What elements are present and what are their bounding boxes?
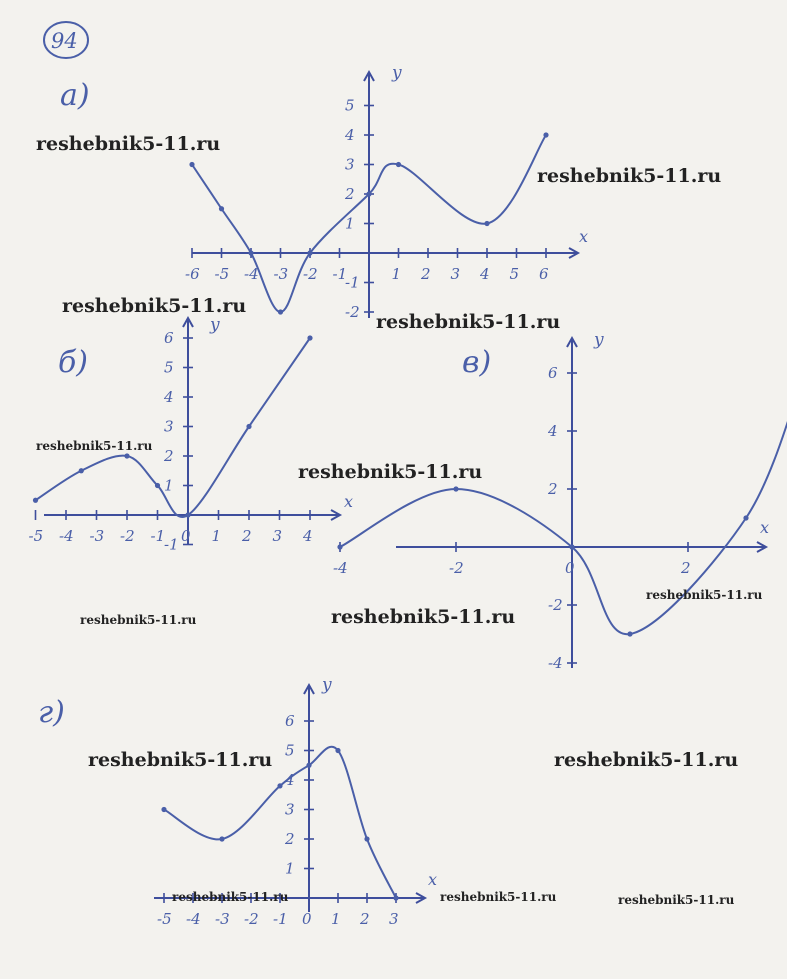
- x-tick-label: 5: [509, 265, 520, 283]
- x-tick-label: 0: [181, 527, 191, 545]
- x-tick-label: -1: [332, 265, 348, 283]
- chart-label: б): [58, 345, 89, 380]
- y-tick-label: 2: [345, 185, 355, 203]
- data-point: [484, 221, 489, 226]
- x-tick-label: -2: [449, 559, 464, 577]
- y-tick-label: 5: [164, 358, 174, 377]
- y-axis-label: y: [210, 315, 220, 335]
- y-tick-label: 1: [285, 859, 295, 878]
- chart-1: [60, 63, 588, 321]
- data-point: [277, 783, 282, 788]
- x-tick-label: -3: [89, 527, 105, 545]
- x-tick-label: 2: [421, 265, 431, 283]
- x-tick-label: -3: [215, 910, 230, 928]
- data-point: [278, 309, 283, 314]
- data-point: [366, 191, 371, 196]
- x-tick-label: 2: [242, 527, 252, 545]
- y-tick-label: -1: [164, 535, 179, 554]
- y-tick-label: -4: [548, 654, 563, 672]
- watermark: reshebnik5-11.ru: [554, 749, 739, 771]
- x-tick-label: 4: [480, 265, 490, 283]
- data-point: [33, 498, 38, 503]
- x-tick-label: -5: [157, 910, 172, 928]
- data-point: [155, 483, 160, 488]
- y-tick-label: 2: [548, 480, 558, 498]
- x-tick-label: -2: [120, 527, 135, 545]
- x-tick-label: -4: [59, 527, 74, 545]
- data-point: [627, 631, 632, 636]
- data-point: [307, 250, 312, 255]
- watermark: reshebnik5-11.ru: [537, 165, 722, 187]
- data-point: [246, 424, 251, 429]
- x-tick-label: 1: [391, 265, 402, 283]
- data-point: [307, 335, 312, 340]
- chart-label: в): [462, 345, 492, 380]
- data-point: [543, 132, 548, 137]
- data-point: [396, 162, 401, 167]
- x-tick-label: 2: [681, 559, 691, 577]
- x-tick-label: -4: [244, 265, 259, 283]
- data-point: [219, 206, 224, 211]
- y-tick-label: 4: [345, 126, 355, 144]
- y-tick-label: 3: [345, 155, 355, 174]
- watermark: reshebnik5-11.ru: [376, 311, 561, 333]
- y-axis-label: y: [392, 63, 402, 83]
- x-axis-label: x: [428, 870, 438, 889]
- x-tick-label: -2: [244, 910, 259, 928]
- x-axis-label: x: [344, 492, 354, 511]
- watermark: reshebnik5-11.ru: [88, 749, 273, 771]
- x-tick-label: -5: [28, 527, 44, 545]
- data-point: [393, 895, 398, 900]
- y-tick-label: 2: [285, 830, 295, 848]
- x-tick-label: -3: [273, 265, 289, 283]
- x-tick-label: -4: [186, 910, 201, 928]
- data-point: [364, 836, 369, 841]
- y-tick-label: 1: [164, 476, 174, 495]
- y-tick-label: 6: [548, 364, 558, 382]
- x-axis-label: x: [760, 518, 770, 537]
- data-point: [248, 250, 253, 255]
- y-tick-label: 4: [548, 422, 558, 440]
- watermark: reshebnik5-11.ru: [62, 295, 247, 317]
- x-tick-label: 1: [211, 527, 222, 545]
- watermark: reshebnik5-11.ru: [618, 893, 735, 907]
- y-tick-label: 5: [285, 741, 295, 760]
- x-tick-label: -6: [185, 265, 200, 283]
- watermark: reshebnik5-11.ru: [172, 890, 289, 904]
- chart-label: г): [38, 695, 65, 730]
- x-tick-label: 3: [450, 265, 461, 283]
- y-tick-label: -1: [345, 273, 360, 292]
- data-point: [79, 468, 84, 473]
- x-tick-label: 6: [539, 265, 549, 283]
- x-tick-label: 0: [302, 910, 312, 928]
- watermark: reshebnik5-11.ru: [80, 613, 197, 627]
- data-point: [335, 748, 340, 753]
- x-tick-label: 4: [303, 527, 313, 545]
- y-tick-label: 6: [164, 329, 174, 347]
- data-point: [185, 512, 190, 517]
- data-point: [337, 544, 342, 549]
- y-tick-label: 1: [345, 214, 355, 233]
- data-point: [569, 544, 574, 549]
- chart-label: а): [60, 78, 90, 113]
- data-point: [219, 836, 224, 841]
- x-tick-label: -2: [303, 265, 318, 283]
- data-point: [306, 763, 311, 768]
- y-tick-label: 2: [164, 447, 174, 465]
- y-axis-label: y: [594, 330, 604, 350]
- y-tick-label: -2: [548, 596, 563, 614]
- chart-2: [29, 315, 354, 554]
- y-tick-label: -2: [345, 303, 360, 321]
- y-tick-label: 3: [285, 800, 295, 819]
- x-tick-label: -5: [214, 265, 230, 283]
- data-point: [161, 807, 166, 812]
- x-tick-label: -4: [333, 559, 348, 577]
- x-axis-label: x: [579, 227, 589, 246]
- watermark: reshebnik5-11.ru: [298, 461, 483, 483]
- problem-number-text: 94: [51, 29, 78, 53]
- watermark: reshebnik5-11.ru: [440, 890, 557, 904]
- x-tick-label: 1: [331, 910, 341, 928]
- data-point: [189, 162, 194, 167]
- watermark: reshebnik5-11.ru: [646, 588, 763, 602]
- y-tick-label: 3: [164, 417, 174, 436]
- x-tick-label: 2: [360, 910, 370, 928]
- x-tick-label: -1: [150, 527, 166, 545]
- x-tick-label: -1: [273, 910, 288, 928]
- x-tick-label: 3: [272, 527, 283, 545]
- x-tick-label: 3: [389, 910, 399, 928]
- y-axis-label: y: [322, 675, 332, 695]
- watermark: reshebnik5-11.ru: [36, 439, 153, 453]
- data-point: [453, 486, 458, 491]
- charts-group: [29, 63, 787, 928]
- y-tick-label: 5: [345, 96, 355, 115]
- x-tick-label: 0: [565, 559, 575, 577]
- watermark: reshebnik5-11.ru: [331, 606, 516, 628]
- y-tick-label: 4: [285, 771, 295, 789]
- y-tick-label: 6: [285, 712, 295, 730]
- data-point: [124, 453, 129, 458]
- watermark: reshebnik5-11.ru: [36, 133, 221, 155]
- problem-number: [44, 22, 88, 58]
- y-tick-label: 4: [164, 388, 174, 406]
- data-point: [743, 515, 748, 520]
